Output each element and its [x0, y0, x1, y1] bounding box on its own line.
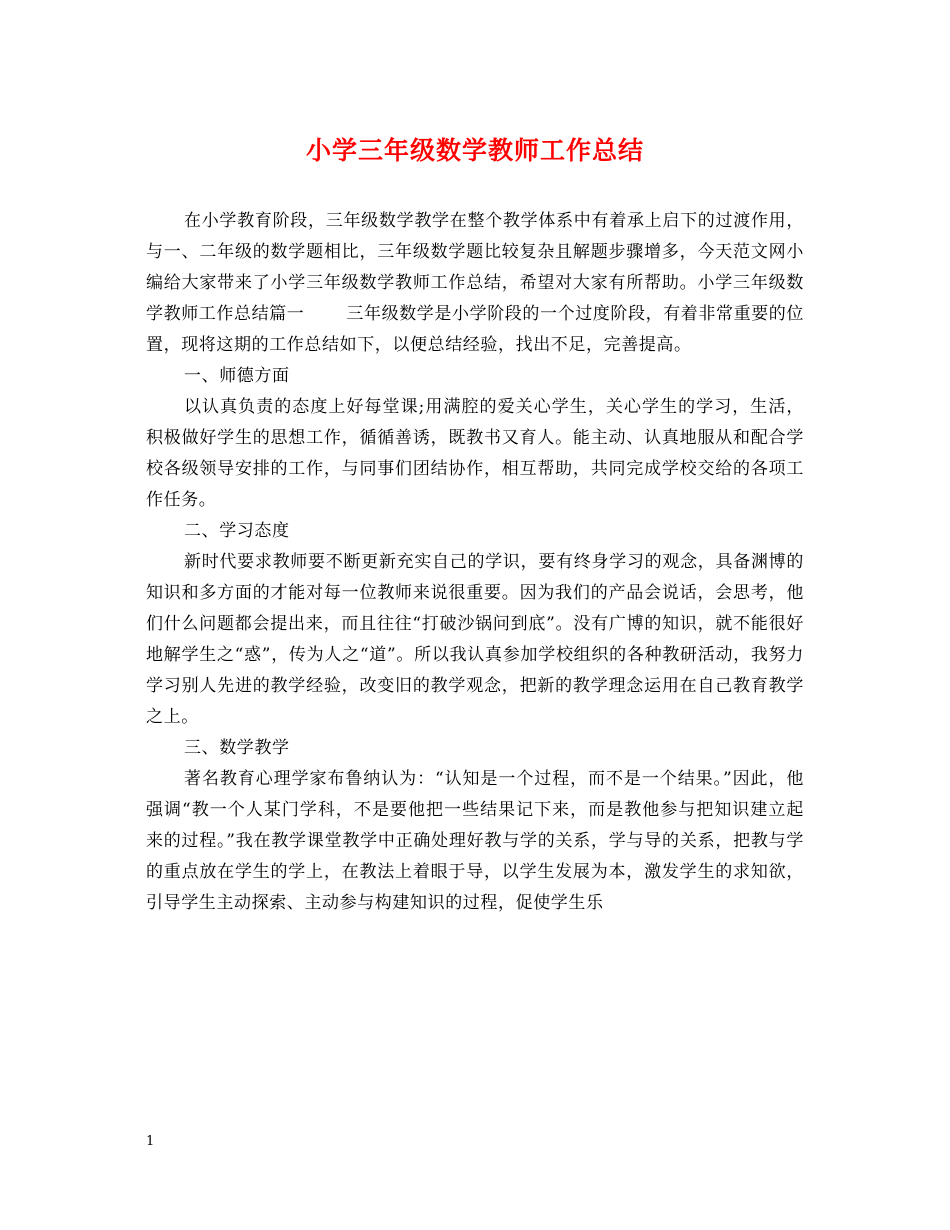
document-body	[146, 206, 804, 919]
document-title: 小学三年级数学教师工作总结	[305, 136, 644, 165]
page-number: 1	[146, 1134, 155, 1149]
section-text-ethics: 以认真负责的态度上好每堂课;用满腔的爱关心学生，关心学生的学习，生活，积极做好学生的思想工作，循循善诱，既教书又育人。能主动、认真地服从和配合学校各级领导安排的工作，与同事们团结协作，相互帮助，共同完成学校交给的各项工作任务。	[146, 397, 804, 510]
section-text-teaching: 著名教育心理学家布鲁纳认为：“认知是一个过程，而不是一个结果。”因此，他强调“教一个人某门学科，不是要他把一些结果记下来，而是教他参与把知识建立起来的过程。”我在教学课堂教学中正确处理好教与学的关系，学与导的关系，把教与学的重点放在学生的学上，在教法上着眼于导，以学生发展为本，激发学生的求知欲，引导学生主动探索、主动参与构建知识的过程，促使学生乐	[146, 769, 804, 913]
section-text-learning: 新时代要求教师要不断更新充实自己的学识，要有终身学习的观念，具备渊博的知识和多方面的才能对每一位教师来说很重要。因为我们的产品会说话，会思考，他们什么问题都会提出来，而且往往“打破沙锅问到底”。没有广博的知识，就不能很好地解学生之“惑”，传为人之“道”。所以我认真参加学校组织的各种教研活动，我努力学习别人先进的教学经验，改变旧的教学观念，把新的教学理念运用在自己教育教学之上。	[146, 552, 804, 727]
intro-paragraph	[146, 206, 804, 361]
intro-text-part1: 在小学教育阶段，三年级数学教学在整个教学体系中有着承上启下的过渡作用，与一、二年级的数学题相比，三年级数学题比较复杂且解题步骤增多，今天范文网小编给大家带来了小学三年级数学教师工作总结，希望对大家有所帮助。小学三年级数学教师工作总结篇一	[146, 211, 804, 324]
section-heading-teaching: 三、数学教学	[184, 738, 290, 758]
intro-text-part2: 三年级数学是小学阶段的一个过度阶段，有着非常重要的位置，现将这期的工作总结如下，以便总结经验，找出不足，完善提高。	[146, 304, 805, 355]
section-heading-ethics: 一、师德方面	[184, 366, 290, 386]
section-heading-learning: 二、学习态度	[184, 521, 290, 541]
